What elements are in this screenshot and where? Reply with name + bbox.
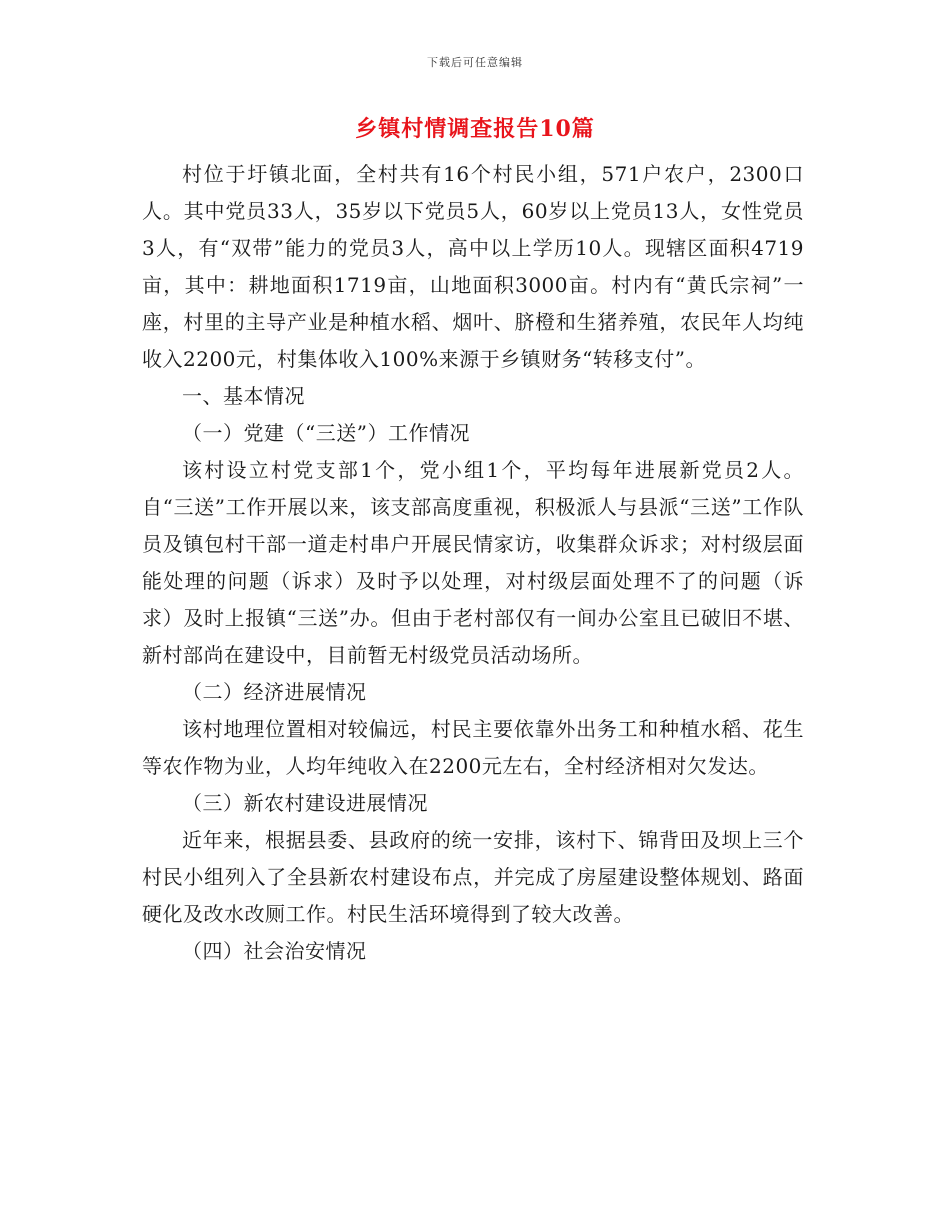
economy-paragraph: 该村地理位置相对较偏远，村民主要依靠外出务工和种植水稻、花生等农作物为业，人均年纯收入在2200元左右，全村经济相对欠发达。 xyxy=(142,717,804,778)
section-heading-basic: 一、基本情况 xyxy=(182,384,305,408)
party-paragraph: 该村设立村党支部1个，党小组1个，平均每年进展新党员2人。自“三送”工作开展以来，该支部高度重视，积极派人与县派“三送”工作队员及镇包村干部一道走村串户开展民情家访，收集群众诉求；对村级层面能处理的问题（诉求）及时予以处理，对村级层面处理不了的问题（诉求）及时上报镇“三送”办。但由于老村部仅有一间办公室且已破旧不堪、新村部尚在建设中，目前暂无村级党员活动场所。 xyxy=(142,458,804,667)
document-title: 乡镇村情调查报告10篇 xyxy=(355,116,595,142)
intro-paragraph: 村位于圩镇北面，全村共有16个村民小组，571户农户，2300口人。其中党员33人，35岁以下党员5人，60岁以上党员13人，女性党员3人，有“双带”能力的党员3人，高中以上学历10人。现辖区面积4719亩，其中：耕地面积1719亩，山地面积3000亩。村内有“黄氏宗祠”一座，村里的主导产业是种植水稻、烟叶、脐橙和生猪养殖，农民年人均纯收入2200元，村集体收入100%来源于乡镇财务“转移支付”。 xyxy=(142,162,804,371)
rural-paragraph: 近年来，根据县委、县政府的统一安排，该村下、锦背田及坝上三个村民小组列入了全县新农村建设布点，并完成了房屋建设整体规划、路面硬化及改水改厕工作。村民生活环境得到了较大改善。 xyxy=(142,828,804,926)
page-header-note: 下载后可任意编辑 xyxy=(427,56,523,69)
document-body xyxy=(142,156,804,970)
subsection-heading-party: （一）党建（“三送”）工作情况 xyxy=(182,421,470,445)
subsection-heading-economy: （二）经济进展情况 xyxy=(182,680,367,704)
subsection-heading-rural: （三）新农村建设进展情况 xyxy=(182,791,428,815)
subsection-heading-security: （四）社会治安情况 xyxy=(182,939,367,963)
